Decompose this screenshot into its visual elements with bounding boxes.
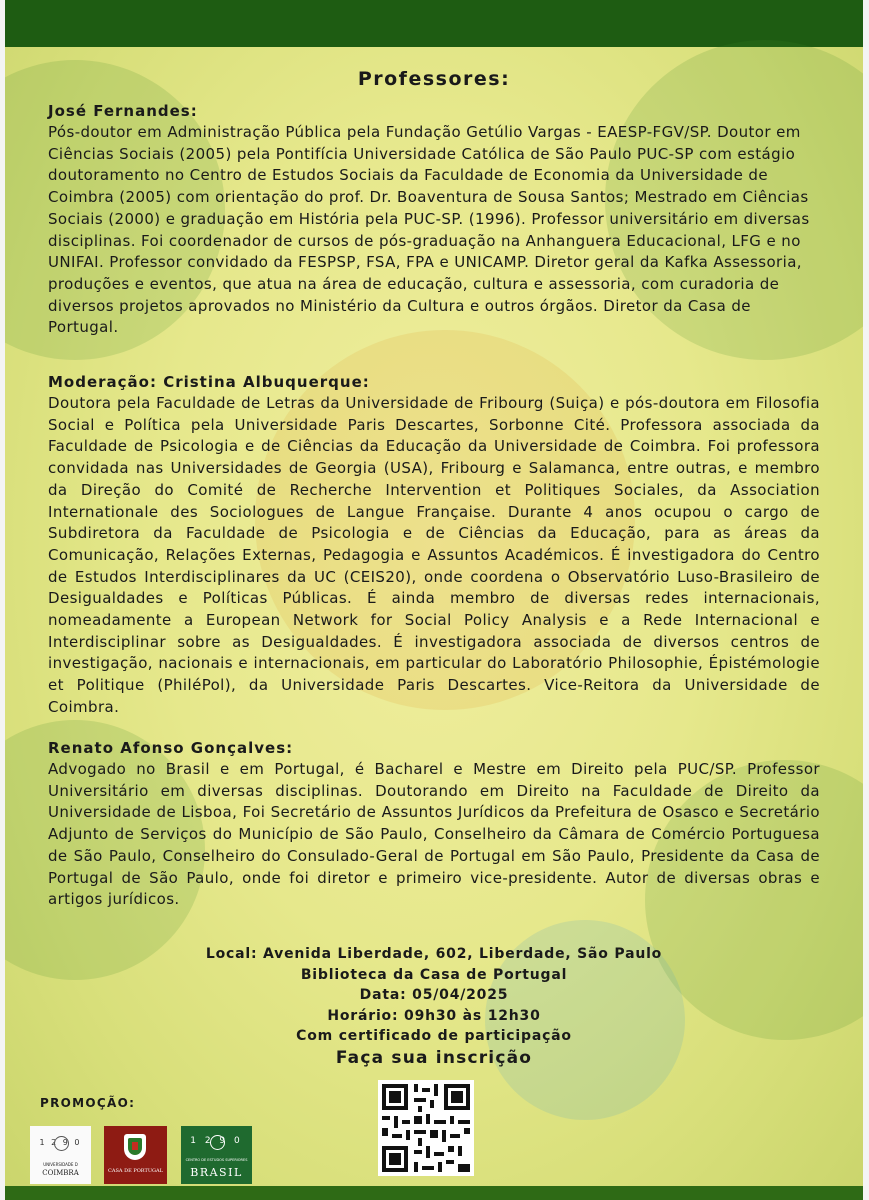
casa-de-portugal-logo [104, 1126, 167, 1184]
event-certificate: Com certificado de participação [296, 1028, 572, 1044]
promotion-label: PROMOÇÃO: [40, 1096, 136, 1110]
poster [5, 0, 863, 1200]
logo-year-text: 1 2 9 0 [39, 1138, 82, 1147]
section-heading: Moderação: Cristina Albuquerque: [48, 373, 370, 391]
registration-qr-code[interactable] [378, 1080, 474, 1176]
coimbra-seal-icon [54, 1136, 69, 1151]
qr-code-icon [378, 1080, 474, 1176]
section-heading: Renato Afonso Gonçalves: [48, 739, 294, 757]
coimbra-university-logo [30, 1126, 91, 1184]
footer-bar [5, 1186, 863, 1200]
logo-name-text: UNIVERSIDADE D [43, 1162, 78, 1167]
registration-cta: Faça sua inscrição [335, 1048, 533, 1068]
logo-subtitle-text: CENTRO DE ESTUDOS SUPERIORES [185, 1158, 248, 1162]
logo-name-text: BRASIL [190, 1166, 243, 1179]
content [5, 0, 863, 1200]
section-body: Pós-doutor em Administração Pública pela Fundação Getúlio Vargas - EAESP-FGV/SP. Doutor em Ciências Sociais (2005) pela Pontifícia Universidade Católica de São Paulo PUC-SP com estágio doutoramento no Centro de Estudos Sociais da Faculdade de Economia da Universidade de Coimbra (2005) com orientação do prof. Dr. Boaventura de Sousa Santos; Mestrado em Ciências Sociais (2000) e graduação em História pela PUC-SP. (1996). Professor universitário em diversas disciplinas. Foi coordenador de cursos de pós-graduação na Anhanguera Educacional, LFG e no UNIFAI. Professor convidado da FESPSP, FSA, FPA e UNICAMP. Diretor geral da Kafka Assessoria, produções e eventos, que atua na área de educação, cultura e assessoria, com curadoria de diversos projetos aprovados no Ministério da Cultura e outros órgãos. Diretor da Casa de Portugal. [48, 123, 810, 337]
brasil-center-logo [181, 1126, 252, 1184]
section-heading: José Fernandes: [48, 102, 198, 120]
event-location: Local: Avenida Liberdade, 602, Liberdade, São Paulo [205, 946, 663, 962]
coat-of-arms-icon [124, 1134, 146, 1160]
section-body: Doutora pela Faculdade de Letras da Universidade de Fribourg (Suiça) e pós-doutora em Filosofia Social e Política pela Universidade Paris Descartes, Sorbonne Cité. Professora associada da Faculdade de Psicologia e de Ciências da Educação da Universidade de Coimbra. Foi professora convidada nas Universidades de Georgia (USA), Fribourg e Salamanca, entre outras, e membro da Direção do Comité de Recherche Intervention et Politiques Sociales, da Association Internationale des Sociologues de Langue Française. Durante 4 anos ocupou o cargo de Subdiretora da Faculdade de Psicologia e de Ciências da Educação, para as áreas da Comunicação, Relações Externas, Pedagogia e Assuntos Académicos. É investigadora do Centro de Estudos Interdisciplinares da UC (CEIS20), onde coordena o Observatório Luso-Brasileiro de Desigualdades e Políticas Públicas. É ainda membro de diversas redes internacionais, nomeadamente a European Network for Social Policy Analysis e a Rede Internacional e Interdisciplinar sobre as Desigualdades. É investigadora associada de diversos centros de investigação, nacionais e internacionais, em particular do Laboratório Philosophie, Épistémologie et Politique (PhiléPol), da Universidade Paris Descartes. Vice-Reitora da Universidade de Coimbra. [48, 394, 820, 716]
event-time: Horário: 09h30 às 12h30 [327, 1007, 541, 1024]
event-date: Data: 05/04/2025 [359, 987, 509, 1003]
event-details [5, 944, 863, 1047]
logo-name-text: COIMBRA [42, 1169, 79, 1177]
professor-section-jose [48, 101, 820, 339]
logo-name-text: CASA DE PORTUGAL [108, 1168, 163, 1174]
page-title: Professores: [357, 68, 511, 90]
professor-section-cristina [48, 372, 820, 719]
professor-section-renato [48, 738, 820, 911]
logo-year-text: 1 2 9 0 [190, 1136, 243, 1146]
seal-icon [210, 1135, 225, 1150]
event-venue: Biblioteca da Casa de Portugal [300, 966, 568, 983]
section-body: Advogado no Brasil e em Portugal, é Bacharel e Mestre em Direito pela PUC/SP. Professor Universitário em diversas disciplinas. Doutorando em Direito na Faculdade de Direito da Universidade de Lisboa, Foi Secretário de Assuntos Jurídicos da Prefeitura de Osasco e Secretário Adjunto de Serviços do Município de São Paulo, Conselheiro da Câmara de Comércio Portuguesa de São Paulo, Conselheiro do Consulado-Geral de Portugal em São Paulo, Presidente da Casa de Portugal de São Paulo, onde foi diretor e primeiro vice-presidente. Autor de diversas obras e artigos jurídicos. [48, 760, 820, 909]
